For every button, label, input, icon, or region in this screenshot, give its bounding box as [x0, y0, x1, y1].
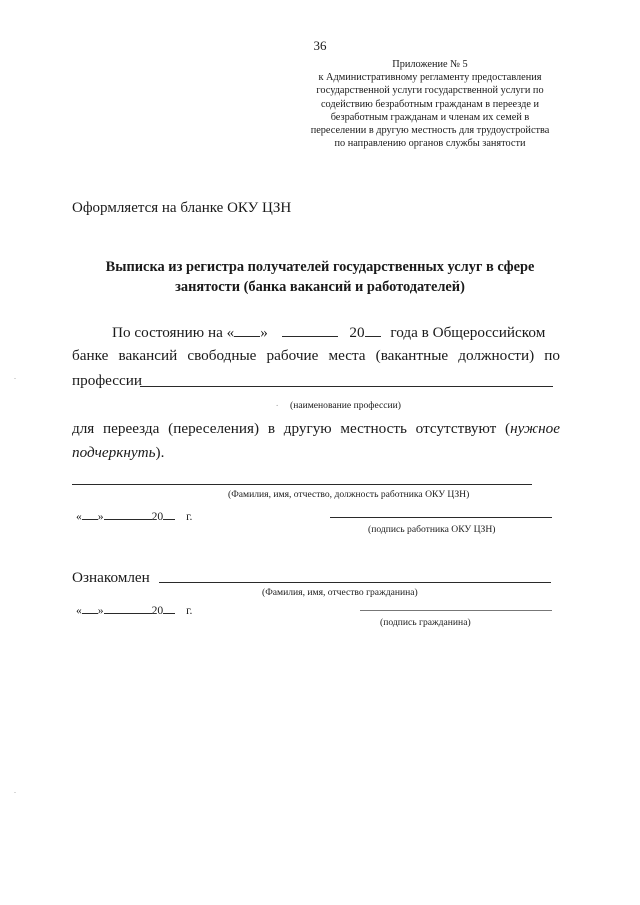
- appendix-line: государственной услуги государственной услуги по: [316, 85, 544, 97]
- appendix-line: содействию безработным гражданам в переезде и: [320, 98, 540, 110]
- employee-day-blank[interactable]: [82, 508, 98, 520]
- employee-year-suffix: г.: [186, 510, 193, 523]
- citizen-year-suffix: г.: [186, 604, 193, 617]
- underline-note: [72, 443, 164, 463]
- status-quote-close: »: [260, 324, 268, 341]
- appendix-line: по направлению органов службы занятости: [334, 138, 526, 150]
- month-blank[interactable]: [282, 322, 338, 337]
- citizen-day-blank[interactable]: [82, 602, 98, 614]
- document-title-line: занятости (банка вакансий и работодателей): [175, 279, 465, 295]
- employee-name-caption: (Фамилия, имя, отчество, должность работника ОКУ ЦЗН): [228, 489, 470, 500]
- status-suffix: года в Общероссийском: [390, 324, 546, 341]
- document-title-line: Выписка из регистра получателей государственных услуг в сфере: [105, 259, 535, 275]
- citizen-name-caption: (Фамилия, имя, отчество гражданина): [262, 587, 418, 598]
- citizen-date-open: «: [76, 604, 82, 617]
- employee-year-blank[interactable]: [163, 508, 175, 520]
- appendix-header: [300, 58, 560, 150]
- citizen-date-close: »: [97, 604, 104, 617]
- employee-date: [76, 508, 192, 523]
- profession-label: профессии: [72, 372, 143, 389]
- blank-note: Оформляется на бланке ОКУ ЦЗН: [72, 200, 292, 216]
- profession-caption: (наименование профессии): [290, 400, 401, 411]
- citizen-signature-caption: (подпись гражданина): [380, 617, 471, 628]
- employee-year-prefix: 20: [151, 510, 164, 523]
- citizen-month-blank[interactable]: [104, 602, 152, 614]
- relocation-line: [72, 419, 560, 439]
- status-line: [112, 322, 560, 343]
- citizen-name-field[interactable]: [159, 582, 551, 583]
- employee-date-close: »: [97, 510, 104, 523]
- citizen-year-blank[interactable]: [163, 602, 175, 614]
- appendix-line: безработным гражданам и членам их семей в: [330, 111, 530, 123]
- document-title: [60, 257, 580, 297]
- day-blank[interactable]: [234, 322, 260, 337]
- employee-signature-caption: (подпись работника ОКУ ЦЗН): [368, 524, 496, 535]
- underline-note-tail: ).: [155, 444, 165, 461]
- employee-name-field[interactable]: [72, 484, 532, 485]
- profession-field[interactable]: [140, 386, 553, 387]
- citizen-signature-field[interactable]: [360, 610, 552, 611]
- citizen-year-prefix: 20: [151, 604, 164, 617]
- acknowledged-label: Ознакомлен: [72, 569, 150, 586]
- page-number: 36: [313, 38, 327, 53]
- employee-date-open: «: [76, 510, 82, 523]
- margin-dot: .: [276, 398, 279, 408]
- underline-note-italic: подчеркнуть: [72, 444, 156, 461]
- margin-dot: .: [14, 786, 16, 795]
- appendix-line: к Административному регламенту предоставления: [318, 72, 542, 84]
- relocation-italic: нужное: [510, 420, 560, 437]
- relocation-text: для переезда (переселения) в другую местность отсутствуют (: [72, 420, 511, 437]
- appendix-line: Приложение № 5: [392, 59, 468, 70]
- appendix-line: переселении в другую местность для трудоустройства: [310, 125, 550, 137]
- citizen-date: [76, 602, 192, 617]
- vacancies-line: банке вакансий свободные рабочие места (вакантные должности) по: [72, 347, 560, 364]
- employee-signature-field[interactable]: [330, 517, 552, 518]
- margin-dot: .: [14, 372, 16, 381]
- status-prefix: По состоянию на «: [112, 324, 235, 341]
- employee-month-blank[interactable]: [104, 508, 152, 520]
- year-blank[interactable]: [365, 322, 381, 337]
- year-prefix: 20: [349, 324, 365, 341]
